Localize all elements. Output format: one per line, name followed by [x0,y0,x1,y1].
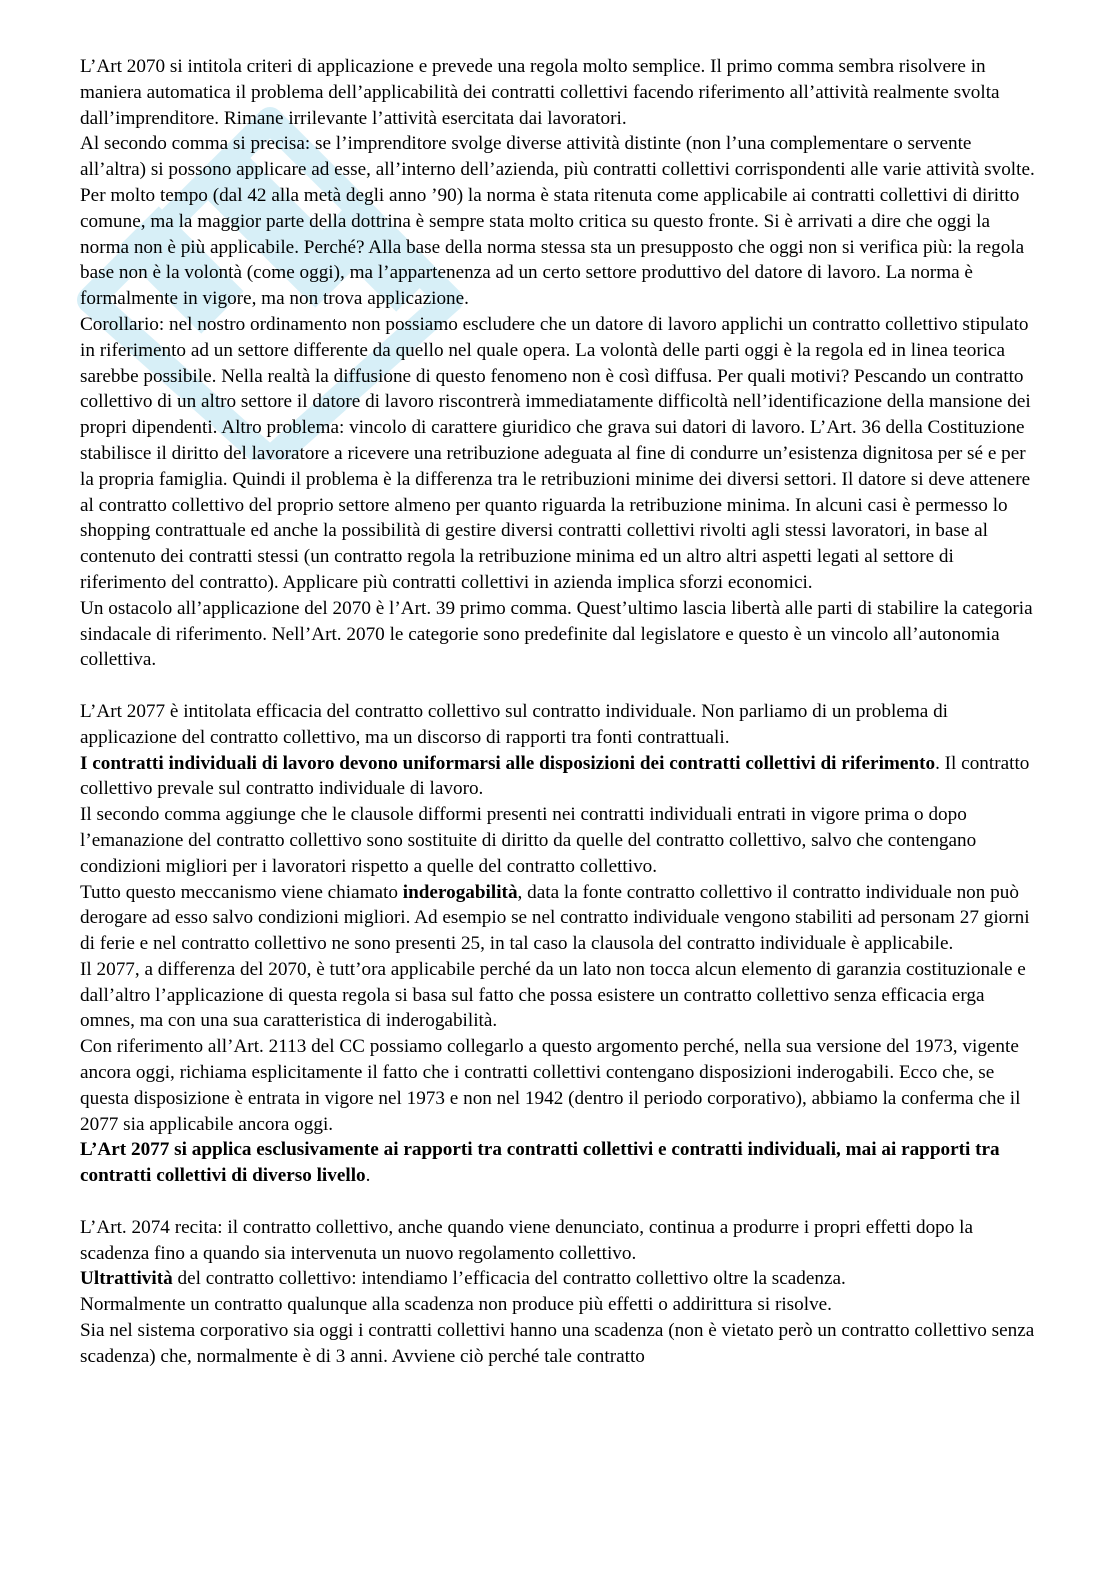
paragraph-normalmente: Normalmente un contratto qualunque alla scadenza non produce più effetti o addirittura si risolve. [80,1294,832,1316]
bold-2077-esclusivamente: L’Art 2077 si applica esclusivamente ai rapporti tra contratti collettivi e contratti individuali, mai ai rapporti tra contratti collettivi di diverso livello [80,1139,1000,1187]
paragraph-corollario: Corollario: nel nostro ordinamento non possiamo escludere che un datore di lavoro applichi un contratto collettivo stipulato in riferimento ad un settore differente da quello nel quale opera. La volontà delle parti oggi è la regola ed in linea teorica sarebbe possibile. Nella realtà la diffusione di questo fenomeno non è così diffusa. Per quali motivi? Pescando un contratto collettivo di un altro settore il datore di lavoro riscontrerà immediatamente difficoltà nell’identificazione della mansione dei propri dipendenti. Altro problema: vincolo di carattere giuridico che grava sui datori di lavoro. L’Art. 36 della Costituzione stabilisce il diritto del lavoratore a ricevere una retribuzione adeguata al fine di condurre un’esistenza dignitosa per sé e per la propria famiglia. Quindi il problema è la differenza tra le retribuzioni minime dei diversi settori. Il datore si deve attenere al contratto collettivo del proprio settore almeno per quanto riguarda la retribuzione minima. In alcuni casi è permesso lo shopping contrattuale ed anche la possibilità di gestire diversi contratti collettivi rivolti agli stessi lavoratori, in base al contenuto dei contratti stessi (un contratto regola la retribuzione minima ed un altro altri aspetti legati al settore di riferimento del contratto). Applicare più contratti collettivi in azienda implica sforzi economici. [80,313,1031,593]
paragraph-uniformarsi [80,751,1040,803]
text-inderogabilita-before: Tutto questo meccanismo viene chiamato [80,881,403,903]
paragraph-art-2070-intro: L’Art 2070 si intitola criteri di applicazione e prevede una regola molto semplice. Il primo comma sembra risolvere in maniera automatica il problema dell’applicabilità dei contratti collettivi facendo riferimento all’attività realmente svolta dall’imprenditore. Rimane irrilevante l’attività esercitata dai lavoratori. [80,56,1000,129]
bold-uniformarsi: I contratti individuali di lavoro devono uniformarsi alle disposizioni dei contratti collettivi di riferimento [80,752,936,774]
paragraph-2077-applicabile: Il 2077, a differenza del 2070, è tutt’ora applicabile perché da un lato non tocca alcun elemento di garanzia costituzionale e dall’altro l’applicazione di questa regola si basa sul fatto che possa esistere un contratto collettivo senza efficacia erga omnes, ma con una sua caratteristica di inderogabilità. [80,958,1026,1032]
text-2077-esclusivamente-rest: . [365,1165,371,1187]
document-body [80,54,1040,1370]
paragraph-history: Per molto tempo (dal 42 alla metà degli anno ’90) la norma è stata ritenuta come applicabile ai contratti collettivi di diritto comune, ma la maggior parte della dottrina è sempre stata molto critica su questo fronte. Si è arrivati a dire che oggi la norma non è più applicabile. Perché? Alla base della norma stessa sta un presupposto che oggi non si verifica più: la regola base non è la volontà (come oggi), ma l’appartenenza ad un certo settore produttivo del datore di lavoro. La norma è formalmente in vigore, ma non trova applicazione. [80,184,1025,310]
paragraph-art-2077-intro: L’Art 2077 è intitolata efficacia del contratto collettivo sul contratto individuale. Non parliamo di un problema di applicazione del contratto collettivo, ma un discorso di rapporti tra fonti contrattuali. [80,700,948,748]
bold-inderogabilita: inderogabilità [402,881,518,903]
paragraph-spacer [80,1189,1040,1215]
text-inderogabilita-rest: , data la fonte contratto collettivo il contratto individuale non può derogare ad esso salvo condizioni migliori. Ad esempio se nel contratto individuale vengono stabiliti ad personam 27 giorni di ferie e nel contratto collettivo ne sono presenti 25, in tal caso la clausola del contratto individuale è applicabile. [80,881,1030,955]
paragraph-scadenza: Sia nel sistema corporativo sia oggi i contratti collettivi hanno una scadenza (non è vietato però un contratto collettivo senza scadenza) che, normalmente è di 3 anni. Avviene ciò perché tale contratto [80,1320,1035,1367]
paragraph-inderogabilita [80,880,1040,957]
bold-ultrattivita: Ultrattività [80,1268,173,1290]
paragraph-clausole-difformi: Il secondo comma aggiunge che le clausole difformi presenti nei contratti individuali entrati in vigore prima o dopo l’emanazione del contratto collettivo sono sostituite di diritto da quelle del contratto collettivo, salvo che contengano condizioni migliori per i lavoratori rispetto a quelle del contratto collettivo. [80,804,977,877]
paragraph-art-2074: L’Art. 2074 recita: il contratto collettivo, anche quando viene denunciato, continua a produrre i propri effetti dopo la scadenza fino a quando sia intervenuta un nuovo regolamento collettivo. [80,1216,973,1264]
paragraph-second-comma: Al secondo comma si precisa: se l’imprenditore svolge diverse attività distinte (non l’una complementare o servente all’altra) si possono applicare ad esse, all’interno dell’azienda, più contratti collettivi corrispondenti alle varie attività svolte. [80,133,1035,181]
paragraph-2077-esclusivamente [80,1137,1040,1189]
paragraph-spacer [80,673,1040,699]
paragraph-ostacolo: Un ostacolo all’applicazione del 2070 è l’Art. 39 primo comma. Quest’ultimo lascia libertà alle parti di stabilire la categoria sindacale di riferimento. Nell’Art. 2070 le categorie sono predefinite dal legislatore e questo è un vincolo all’autonomia collettiva. [80,597,1033,671]
paragraph-ultrattivita [80,1266,1040,1292]
paragraph-art-2113: Con riferimento all’Art. 2113 del CC possiamo collegarlo a questo argomento perché, nella sua versione del 1973, vigente ancora oggi, richiama esplicitamente il fatto che i contratti collettivi contengano disposizioni inderogabili. Ecco che, se questa disposizione è entrata in vigore nel 1973 e non nel 1942 (dentro il periodo corporativo), abbiamo la conferma che il 2077 sia applicabile ancora oggi. [80,1036,1021,1135]
text-ultrattivita-rest: del contratto collettivo: intendiamo l’efficacia del contratto collettivo oltre la scadenza. [172,1268,846,1290]
text-uniformarsi-rest: . Il contratto collettivo prevale sul contratto individuale di lavoro. [80,752,1030,800]
